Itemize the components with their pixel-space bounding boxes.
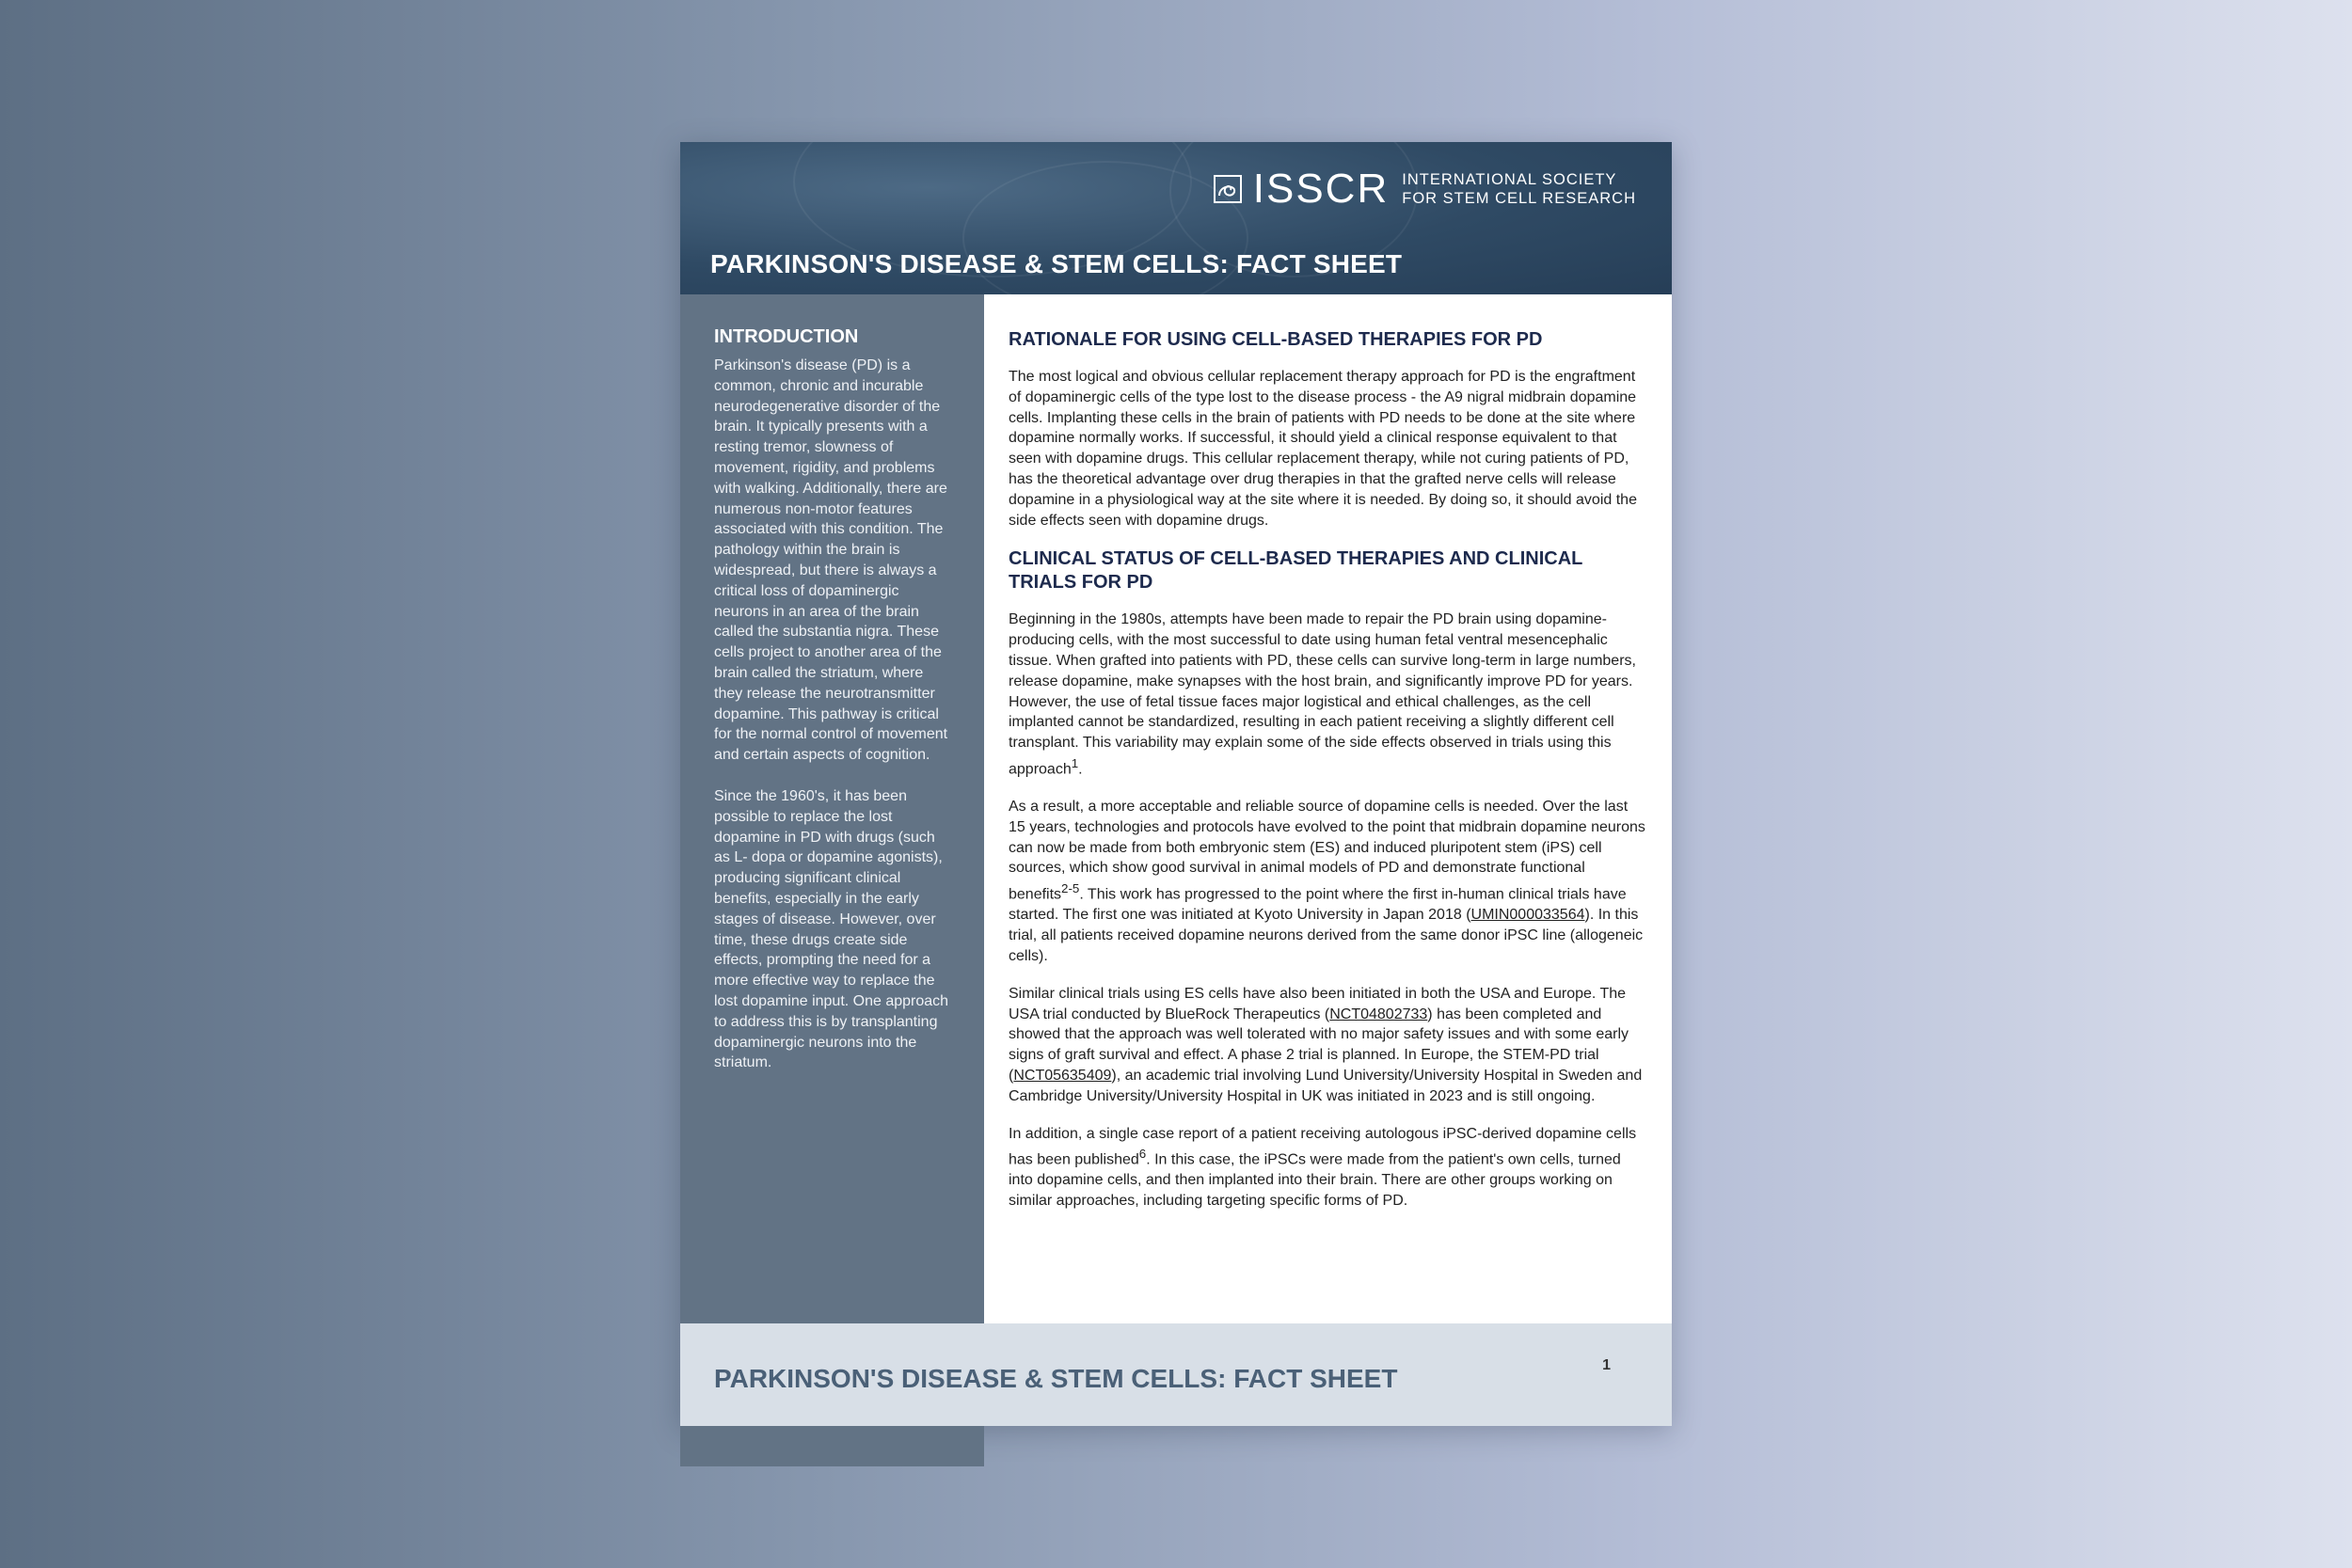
fact-sheet-page xyxy=(680,142,1672,1426)
isscr-logo xyxy=(1214,168,1636,210)
citation-superscript: 2-5 xyxy=(1061,881,1080,896)
introduction-sidebar xyxy=(680,294,984,1466)
logo-subtitle-line-2: FOR STEM CELL RESEARCH xyxy=(1402,190,1636,207)
rationale-paragraph: The most logical and obvious cellular replacement therapy approach for PD is the engraftment of dopaminergic cells of the type lost to the disease process - the A9 nigral midbrain dopamine cells. Implanting these cells in the brain of patients with PD needs to be done at the site where dopamine normally works. If successful, it should yield a clinical response equivalent to that seen with dopamine drugs. This cellular replacement therapy, while not curing patients of PD, has the theoretical advantage over drug therapies in that the grafted nerve cells will release dopamine in a physiological way at the site where it is needed. By doing so, it should avoid the side effects seen with dopamine drugs. xyxy=(1009,369,1637,529)
clinical-status-paragraph-1: Beginning in the 1980s, attempts have been made to repair the PD brain using dopamine-producing cells, with the most successful to date using human fetal ventral mesencephalic tissue. When grafted into patients with PD, these cells can survive long-term in large numbers, release dopamine, make synapses with the host brain, and significantly improve PD for years. However, the use of fetal tissue faces major logistical and ethical challenges, as the cell implanted cannot be standardized, resulting in each patient receiving a slightly different cell transplant. This variability may explain some of the side effects observed in trials using this approach$^1$. xyxy=(1009,611,1636,778)
introduction-heading: INTRODUCTION xyxy=(714,326,859,347)
trial-link-umin000033564[interactable]: UMIN000033564 xyxy=(1470,907,1585,924)
isscr-logo-icon xyxy=(1214,175,1242,203)
logo-subtitle xyxy=(1402,170,1636,208)
trial-link-nct04802733[interactable]: NCT04802733 xyxy=(1329,1006,1428,1022)
trial-link-nct05635409[interactable]: NCT05635409 xyxy=(1013,1067,1112,1084)
citation-superscript: 6 xyxy=(1138,1147,1147,1162)
page-number: 1 xyxy=(1602,1357,1611,1373)
introduction-paragraph-2: Since the 1960's, it has been possible to replace the lost dopamine in PD with drugs (such as L- dopa or dopamine agonists), producing significant clinical benefits, especially in the early stages of disease. However, over time, these drugs create side effects, prompting the need for a more effective way to replace the lost dopamine input. One approach to address this is by transplanting dopaminergic neurons into the striatum. xyxy=(714,787,949,1071)
citation-superscript: 1 xyxy=(1071,755,1079,770)
page-title: PARKINSON'S DISEASE & STEM CELLS: FACT SHEET xyxy=(710,249,1403,278)
footer-title: PARKINSON'S DISEASE & STEM CELLS: FACT SHEET xyxy=(714,1364,1398,1393)
logo-wordmark: ISSCR xyxy=(1252,166,1390,212)
rationale-heading: RATIONALE FOR USING CELL-BASED THERAPIES FOR PD xyxy=(1009,329,1543,350)
introduction-paragraph-1: Parkinson's disease (PD) is a common, chronic and incurable neurodegenerative disorder of the brain. It typically presents with a resting tremor, slowness of movement, rigidity, and problems with walking. Additionally, there are numerous non-motor features associated with this condition. The pathology within the brain is widespread, but there is always a critical loss of dopaminergic neurons in an area of the brain called the substantia nigra. These cells project to another area of the brain called the striatum, where they release the neurotransmitter dopamine. This pathway is critical for the normal control of movement and certain aspects of cognition. xyxy=(714,357,948,764)
logo-subtitle-line-1: INTERNATIONAL SOCIETY xyxy=(1402,171,1617,188)
page-header xyxy=(680,142,1672,294)
clinical-status-paragraph-2: As a result, a more acceptable and reliable source of dopamine cells is needed. Over the last 15 years, technologies and protocols have evolved to the point that midbrain dopamine neurons can now be made from both embryonic stem (ES) and induced pluripotent stem (iPS) cell sources, which show good survival in animal models of PD and demonstrate functional benefits$^{2-5}$. This work has progressed to the point where the first in-human clinical trials have started. The first one was initiated at Kyoto University in Japan 2018 (UMIN000033564). In this trial, all patients received dopamine neurons derived from the same donor iPSC line (allogeneic cells). xyxy=(1009,799,1645,964)
main-content xyxy=(1009,294,1646,1466)
clinical-status-paragraph-3: Similar clinical trials using ES cells have also been initiated in both the USA and Europe. The USA trial conducted by BlueRock Therapeutics (NCT04802733) has been completed and showed that the approach was well tolerated with no major safety issues and with some early signs of graft survival and effect. A phase 2 trial is planned. In Europe, the STEM-PD trial (NCT05635409), an academic trial involving Lund University/University Hospital in Sweden and Cambridge University/University Hospital in UK was initiated in 2023 and is still ongoing. xyxy=(1009,985,1643,1104)
clinical-status-paragraph-4: In addition, a single case report of a patient receiving autologous iPSC-derived dopamine cells has been published$^6$. In this case, the iPSCs were made from the patient's own cells, turned into dopamine cells, and then implanted into their brain. There are other groups working on similar approaches, including targeting specific forms of PD. xyxy=(1009,1125,1637,1210)
clinical-status-heading: CLINICAL STATUS OF CELL-BASED THERAPIES AND CLINICAL TRIALS FOR PD xyxy=(1009,548,1582,594)
page-footer xyxy=(680,1323,1672,1426)
